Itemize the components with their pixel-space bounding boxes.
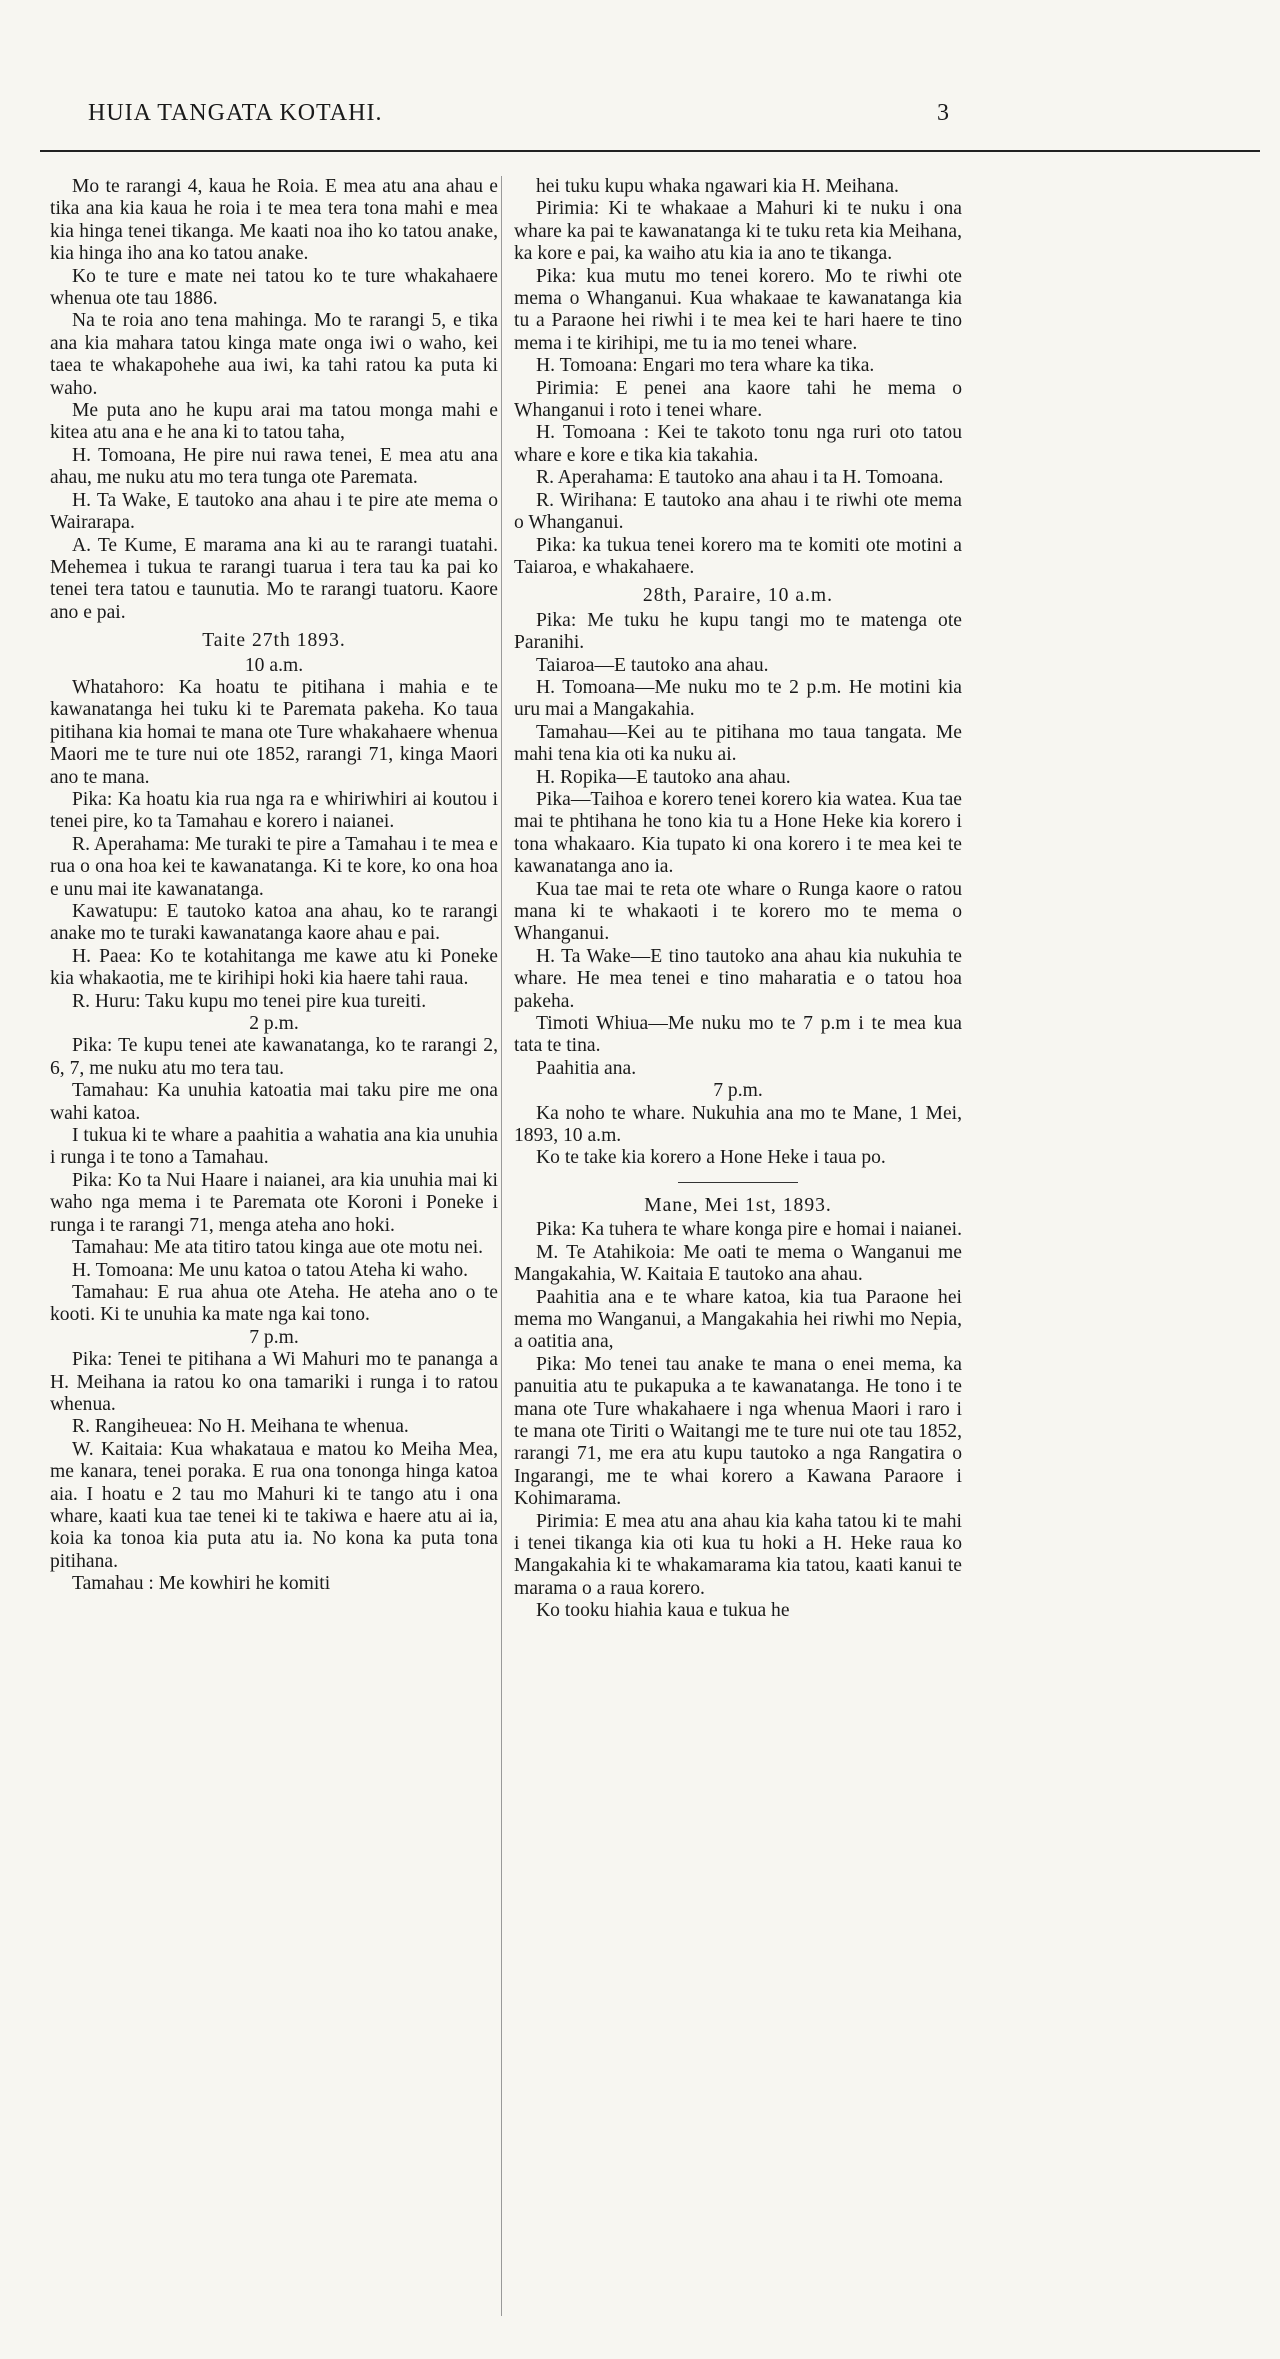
time-heading: 7 p.m. <box>249 1326 299 1348</box>
section-rule <box>678 1182 798 1183</box>
paragraph: Whatahoro: Ka hoatu te pitihana i mahia e te kawanatanga hei tuku ki te Paremata pakeha. Ko taua pitihana kia homai te mana ote Ture whakahaere whenua Maori me te ture nui ote 1852, rarangi 71, kinga Maori ano te mana. <box>50 676 498 788</box>
paragraph: Paahitia ana. <box>536 1057 637 1079</box>
paragraph: Ko te ture e mate nei tatou ko te ture whakahaere whenua ote tau 1886. <box>50 265 498 310</box>
paragraph: Ko te take kia korero a Hone Heke i taua po. <box>536 1147 886 1169</box>
paragraph: H. Ropika—E tautoko ana ahau. <box>536 766 791 788</box>
paragraph: H. Tomoana: Me unu katoa o tatou Ateha ki waho. <box>72 1259 469 1281</box>
paragraph: H. Tomoana: Engari mo tera whare ka tika. <box>536 355 875 377</box>
page-number: 3 <box>937 100 950 126</box>
paragraph: Pirimia: E penei ana kaore tahi he mema o Whanganui i roto i tenei whare. <box>514 377 962 422</box>
paragraph: M. Te Atahikoia: Me oati te mema o Wanganui me Mangakahia, W. Kaitaia E tautoko ana ahau. <box>514 1241 962 1286</box>
paragraph: H. Paea: Ko te kotahitanga me kawe atu ki Poneke kia whakaotia, me te kirihipi hoki kia haere tahi raua. <box>50 945 498 990</box>
paragraph: Tamahau: Me ata titiro tatou kinga aue ote motu nei. <box>72 1237 484 1259</box>
paragraph: Pika: Ka hoatu kia rua nga ra e whiriwhiri ai koutou i tenei pire, ko ta Tamahau e korero i naianei. <box>50 788 498 833</box>
paragraph: Pika: Ka tuhera te whare konga pire e homai i naianei. <box>536 1219 963 1241</box>
paragraph: Pika: Mo tenei tau anake te mana o enei mema, ka panuitia atu te pukapuka a te kawanatanga. He tono i te mana ote Ture whakahaere i nga whenua Maori i raro i te mana ote Tiriti o Waitangi me te ture nui ote tau 1852, rarangi 71, me era atu kupu tautoko a nga Rangatira o Ingarangi, me te whai korero a Kawana Paraore i Kohimarama. <box>514 1353 962 1510</box>
time-heading: 2 p.m. <box>249 1013 299 1035</box>
paragraph: Pika: Te kupu tenei ate kawanatanga, ko te rarangi 2, 6, 7, me nuku atu mo tera tau. <box>50 1035 498 1079</box>
paragraph: hei tuku kupu whaka ngawari kia H. Meihana. <box>536 176 899 197</box>
right-column <box>514 176 962 1623</box>
date-heading: Mane, Mei 1st, 1893. <box>644 1194 832 1216</box>
paragraph: Me puta ano he kupu arai ma tatou monga mahi e kitea atu ana e he ana ki to tatou taha, <box>50 400 498 444</box>
paragraph: R. Aperahama: E tautoko ana ahau i ta H. Tomoana. <box>536 467 944 489</box>
paragraph: Mo te rarangi 4, kaua he Roia. E mea atu ana ahau e tika ana kia kaua he roia i te mea tera tona mahi e mea kia hinga tenei tikanga. Me kaati noa iho ko tatou anake, kia hinga iho ana ko tatou anake. <box>50 176 498 265</box>
paragraph: Pika: ka tukua tenei korero ma te komiti ote motini a Taiaroa, e whakahaere. <box>514 534 962 578</box>
paragraph: W. Kaitaia: Kua whakataua e matou ko Meiha Mea, me kanara, tenei poraka. E rua ona tononga hinga katoa aia. I hoatu e 2 tau mo Mahuri ki te tango atu i ona whare, kaati kua tae tenei ki te takiwa e haere atu ai ia, koia ka tonoa kia puta atu ia. No kona ka puta tona pitihana. <box>50 1438 498 1572</box>
paragraph: Kawatupu: E tautoko katoa ana ahau, ko te rarangi anake mo te turaki kawanatanga kaore ahau e pai. <box>50 901 498 945</box>
paragraph: Tamahau: Ka unuhia katoatia mai taku pire me ona wahi katoa. <box>50 1080 498 1124</box>
paragraph: Na te roia ano tena mahinga. Mo te rarangi 5, e tika ana kia mahara tatou kinga mate onga iwi o waho, kei taea te whakapohehe aua iwi, ka tahi ratou ka puta ki waho. <box>50 310 498 399</box>
paragraph: Pika: kua mutu mo tenei korero. Mo te riwhi ote mema o Whanganui. Kua whakaae te kawanatanga kia tu a Paraone hei riwhi i te mea kei te hari haere te tino mema i te kirihipi, me tu ia mo tenei whare. <box>514 265 962 354</box>
paragraph: Pika—Taihoa e korero tenei korero kia watea. Kua tae mai te phtihana he tono kia tu a Hone Heke kia korero i tona whakaaro. Kia tupato ki ona korero i te mea kei te kawanatanga ano ia. <box>514 788 962 878</box>
paragraph: H. Tomoana : Kei te takoto tonu nga ruri oto tatou whare e kore e tika kia takahia. <box>514 422 962 466</box>
paragraph: Ka noho te whare. Nukuhia ana mo te Mane, 1 Mei, 1893, 10 a.m. <box>514 1102 962 1147</box>
paragraph: H. Ta Wake, E tautoko ana ahau i te pire ate mema o Wairarapa. <box>50 489 498 534</box>
date-heading: Taite 27th 1893. <box>202 630 346 652</box>
page-title: HUIA TANGATA KOTAHI. <box>88 100 383 126</box>
paragraph: Kua tae mai te reta ote whare o Runga kaore o ratou mana ki te whakaoti i te korero mo te mema o Whanganui. <box>514 878 962 945</box>
paragraph: Tamahau: E rua ahua ote Ateha. He ateha ano o te kooti. Ki te unuhia ka mate nga kai tono. <box>50 1281 498 1326</box>
paragraph: Pika: Me tuku he kupu tangi mo te matenga ote Paranihi. <box>514 609 962 654</box>
paragraph: R. Huru: Taku kupu mo tenei pire kua tureiti. <box>72 990 427 1012</box>
left-column <box>50 176 498 1596</box>
paragraph: R. Wirihana: E tautoko ana ahau i te riwhi ote mema o Whanganui. <box>514 489 962 534</box>
paragraph: H. Ta Wake—E tino tautoko ana ahau kia nukuhia te whare. He mea tenei e tino maharatia e o tatou hoa pakeha. <box>514 945 962 1012</box>
paragraph: H. Tomoana—Me nuku mo te 2 p.m. He motini kia uru mai a Mangakahia. <box>514 676 962 721</box>
column-divider <box>501 176 502 2316</box>
time-heading: 10 a.m. <box>244 654 304 676</box>
paragraph: Taiaroa—E tautoko ana ahau. <box>536 654 769 676</box>
paragraph: Pirimia: E mea atu ana ahau kia kaha tatou ki te mahi i tenei tikanga kia oti kua tu hoki a H. Heke raua ko Mangakahia ki te whakamarama kia tatou, kaati kanui te marama o a raua korero. <box>514 1510 962 1599</box>
paragraph: I tukua ki te whare a paahitia a wahatia ana kia unuhia i runga i te tono a Tamahau. <box>50 1125 498 1169</box>
time-heading: 7 p.m. <box>713 1080 763 1102</box>
date-heading: 28th, Paraire, 10 a.m. <box>642 585 834 607</box>
page-header <box>88 100 950 127</box>
paragraph: A. Te Kume, E marama ana ki au te rarangi tuatahi. Mehemea i tukua te rarangi tuarua i tera tau ka pai ko tenei tera tatou e taunutia. Mo te rarangi tuatoru. Kaore ano e pai. <box>50 534 498 623</box>
paragraph: R. Aperahama: Me turaki te pire a Tamahau i te mea e rua o ona hoa kei te kawanatanga. Ki te kore, ko ona hoa e unu mai ite kawanatanga. <box>50 833 498 900</box>
paragraph: Tamahau : Me kowhiri he komiti <box>72 1573 331 1595</box>
paragraph: Pika: Tenei te pitihana a Wi Mahuri mo te pananga a H. Meihana ia ratou ko ona tamariki i runga i to ratou whenua. <box>50 1349 498 1415</box>
paragraph: Paahitia ana e te whare katoa, kia tua Paraone hei mema mo Wanganui, a Mangakahia hei riwhi mo Nepia, a oatitia ana, <box>514 1286 962 1353</box>
paragraph: Pika: Ko ta Nui Haare i naianei, ara kia unuhia mai ki waho nga mema i te Paremata ote Koroni i Poneke i runga i te rarangi 71, menga ateha ano hoki. <box>50 1169 498 1236</box>
paragraph: Tamahau—Kei au te pitihana mo taua tangata. Me mahi tena kia oti ka nuku ai. <box>514 721 962 766</box>
paragraph: Pirimia: Ki te whakaae a Mahuri ki te nuku i ona whare ka pai te kawanatanga ki te tuku reta kia Meihana, ka kore e pai, ka waiho atu kia ia ano te tikanga. <box>514 198 962 265</box>
paragraph: H. Tomoana, He pire nui rawa tenei, E mea atu ana ahau, me nuku atu mo tera tunga ote Paremata. <box>50 444 498 489</box>
header-rule <box>40 150 1260 152</box>
paragraph: Ko tooku hiahia kaua e tukua he <box>536 1600 790 1622</box>
paragraph: R. Rangiheuea: No H. Meihana te whenua. <box>72 1416 409 1438</box>
paragraph: Timoti Whiua—Me nuku mo te 7 p.m i te mea kua tata te tina. <box>514 1013 962 1057</box>
